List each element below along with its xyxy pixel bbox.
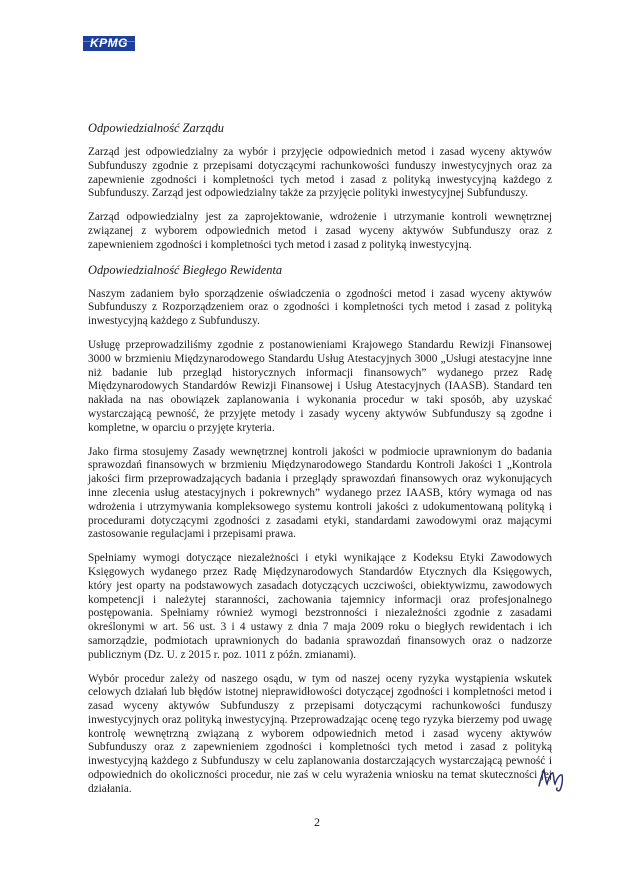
page-number: 2 xyxy=(314,815,320,829)
paragraph: Zarząd jest odpowiedzialny za wybór i przyjęcie odpowiednich metod i zasad wyceny aktywów Subfunduszy zgodnie z przepisami dotyczącymi rachunkowości funduszy inwestycyjnych oraz za zapewnienie zgodności i kompletności tych metod i zasad z polityką inwestycyjną każdego z Subfunduszy. Zarząd jest odpowiedzialny także za przyjęcie polityki inwestycyjnej Subfunduszy. xyxy=(88,146,552,200)
kpmg-logo: KPMG xyxy=(83,36,135,51)
paragraph: Wybór procedur zależy od naszego osądu, w tym od naszej oceny ryzyka wystąpienia wskutek celowych działań lub błędów istotnej nieprawidłowości dotyczącej zgodności i kompletności metod i zasad wyceny aktywów Subfunduszy z przepisami dotyczącymi rachunkowości funduszy inwestycyjnych oraz polityką inwestycyjną. Przeprowadzając ocenę tego ryzyka bierzemy pod uwagę kontrolę wewnętrzną związaną z wyborem odpowiednich metod i zasad wyceny aktywów Subfunduszy oraz z zapewnieniem zgodności i kompletności tych metod i zasad z polityką inwestycyjną każdego z Subfunduszy w celu zaplanowania dostarczających wystarczającą pewność i odpowiednich do okoliczności procedur, nie zaś w celu wyrażenia wniosku na temat skuteczności jej działania. xyxy=(88,672,552,795)
section-heading: Odpowiedzialność Biegłego Rewidenta xyxy=(88,262,283,277)
paragraph: Spełniamy wymogi dotyczące niezależności i etyki wynikające z Kodeksu Etyki Zawodowych Księgowych wydanego przez Radę Międzynarodowych Standardów Etycznych dla Księgowych, który jest oparty na podstawowych zasadach dotyczących uczciwości, obiektywizmu, zawodowych kompetencji i należytej staranności, zachowania tajemnicy informacji oraz profesjonalnego postępowania. Spełniamy również wymogi bezstronności i niezależności zgodnie z zasadami określonymi w art. 56 ust. 3 i 4 ustawy z dnia 7 maja 2009 roku o biegłych rewidentach i ich samorządzie, podmiotach uprawnionych do badania sprawozdań finansowych oraz o nadzorze publicznym (Dz. U. z 2015 r. poz. 1011 z późn. zmianami). xyxy=(88,552,552,661)
handwritten-initials xyxy=(536,764,570,792)
section-heading: Odpowiedzialność Zarządu xyxy=(88,121,224,135)
paragraph: Zarząd odpowiedzialny jest za zaprojektowanie, wdrożenie i utrzymanie kontroli wewnętrznej związanej z wyborem odpowiednich metod i zasad wyceny aktywów Subfunduszy oraz z zapewnieniem zgodności i kompletności tych metod i zasad z polityką inwestycyjną. xyxy=(88,211,552,251)
paragraph: Naszym zadaniem było sporządzenie oświadczenia o zgodności metod i zasad wyceny aktywów Subfunduszy z Rozporządzeniem oraz o zgodności i kompletności tych metod i zasad z polityką inwestycyjną każdego z Subfunduszy. xyxy=(88,287,552,328)
paragraph: Jako firma stosujemy Zasady wewnętrznej kontroli jakości w podmiocie uprawnionym do badania sprawozdań finansowych w brzmieniu Międzynarodowego Standardu Kontroli Jakości 1 „Kontrola jakości firm przeprowadzających badania i przeglądy sprawozdań finansowych oraz wykonujących inne zlecenia usług atestacyjnych i pokrewnych” wydanego przez IAASB, który wymaga od nas wdrożenia i utrzymywania kompleksowego systemu kontroli jakości z udokumentowaną polityką i procedurami dotyczącymi zgodności z zasadami etyki, standardami zawodowymi oraz mającymi zastosowanie regulacjami i przepisami prawa. xyxy=(88,445,552,541)
section-management-responsibility xyxy=(88,121,552,253)
paragraph: Usługę przeprowadziliśmy zgodnie z postanowieniami Krajowego Standardu Rewizji Finansowej 3000 w brzmieniu Międzynarodowego Standardu Usług Atestacyjnych 3000 „Usługi atestacyjne inne niż badanie lub przegląd historycznych informacji finansowych” wydanego przez Radę Międzynarodowych Standardów Rewizji Finansowej i Usług Atestacyjnych (IAASB). Standard ten nakłada na nas obowiązek zaplanowania i wykonania procedur w taki sposób, aby uzyskać wystarczającą pewność, że przyjęte metody i zasady wyceny aktywów Subfunduszy są zgodne i kompletne, w oparciu o przyjęte kryteria. xyxy=(88,338,552,434)
section-auditor-responsibility xyxy=(88,263,552,797)
document-body xyxy=(88,121,552,807)
